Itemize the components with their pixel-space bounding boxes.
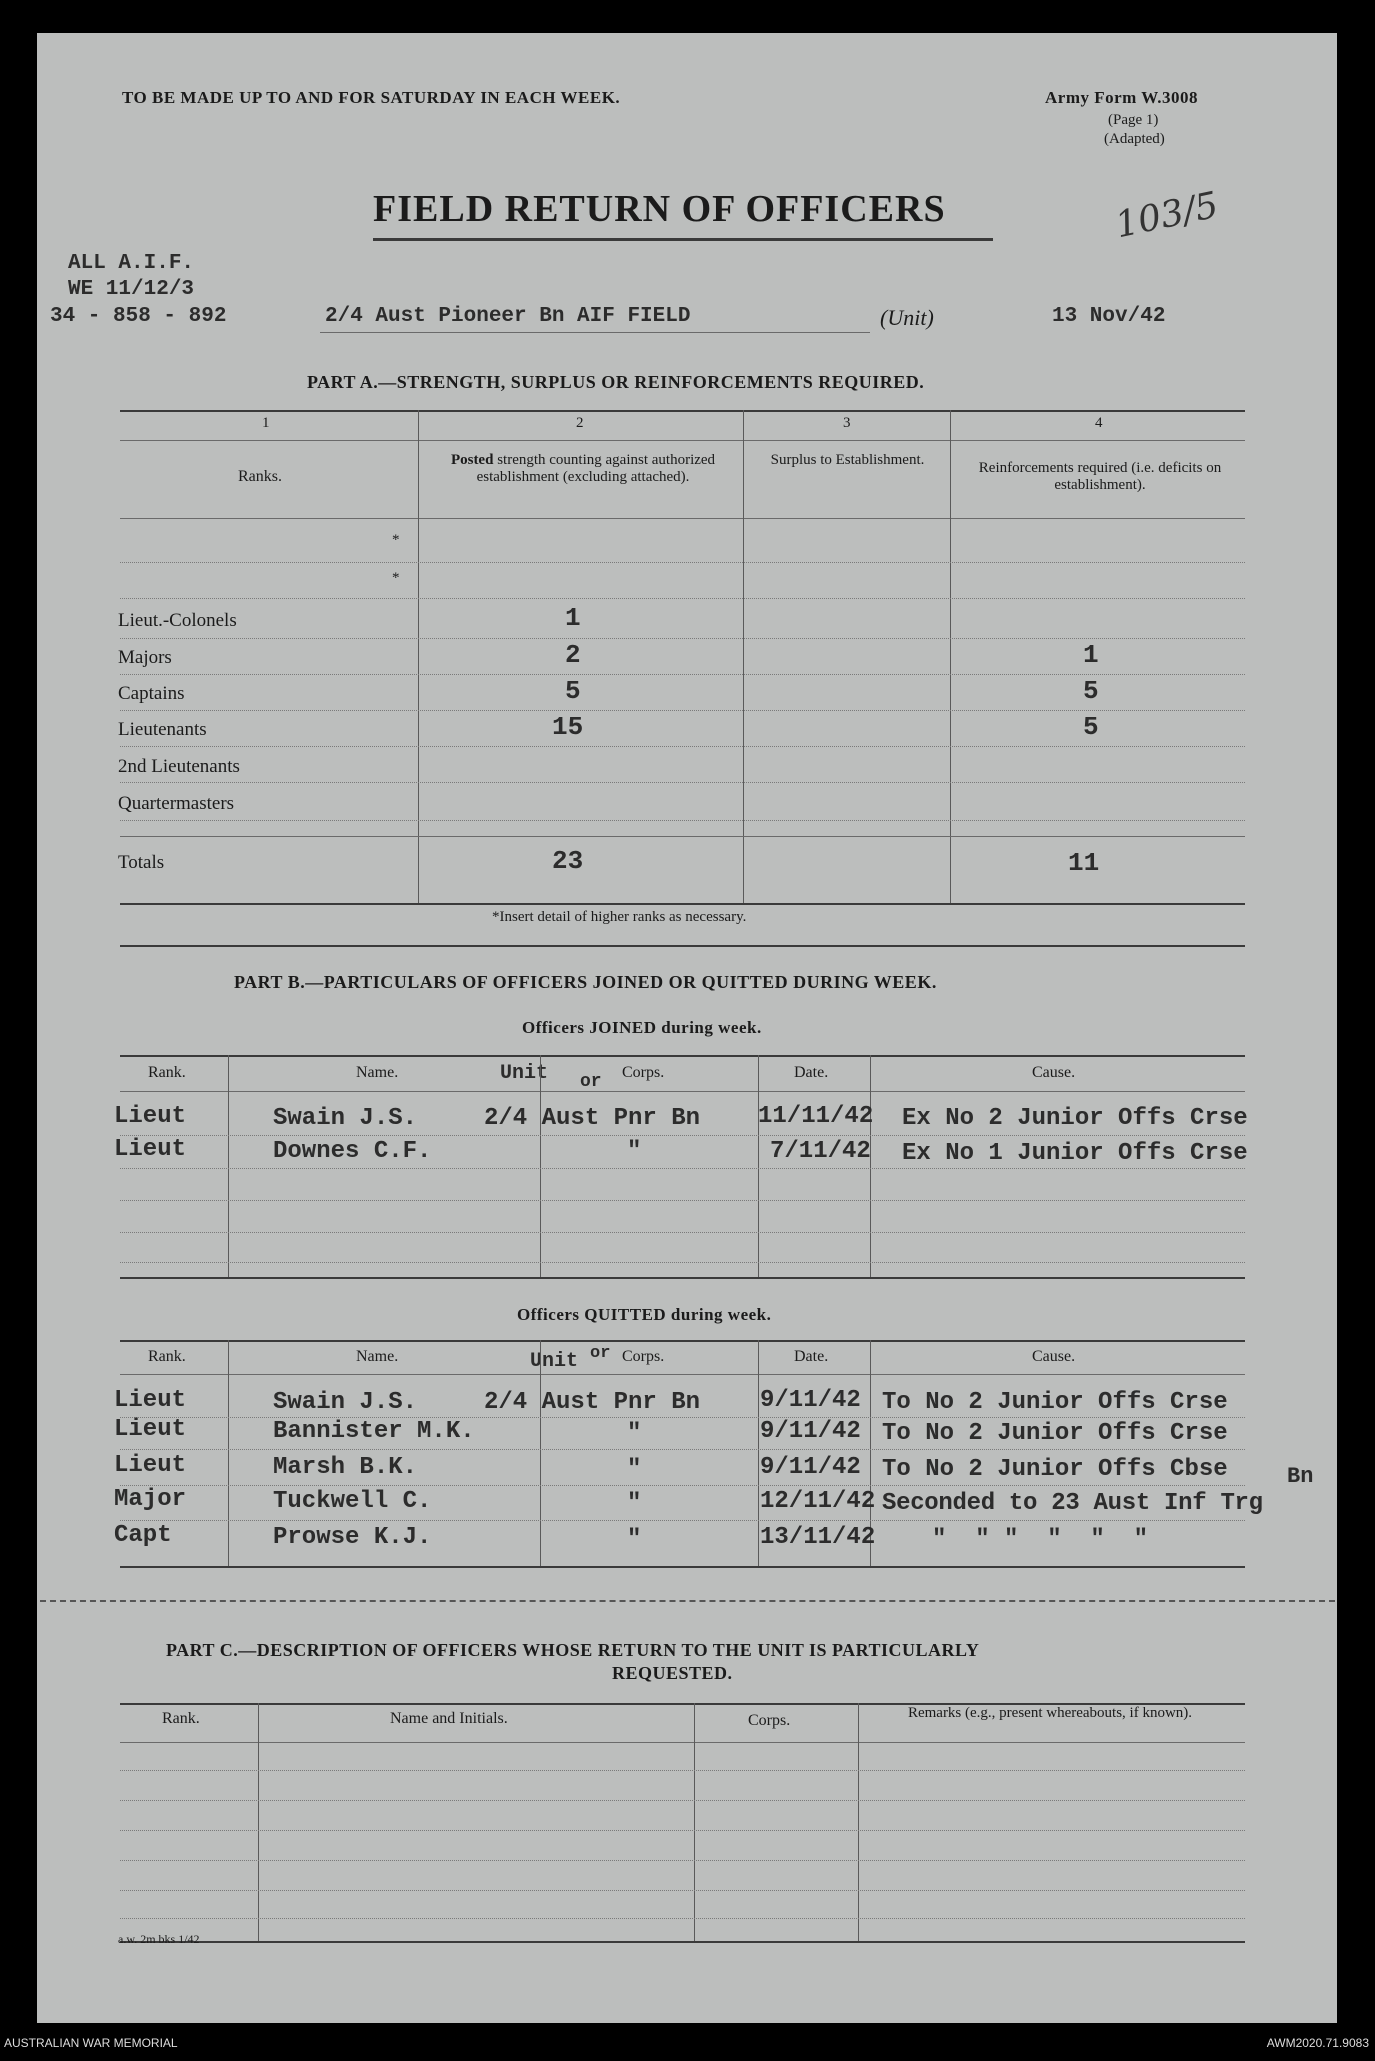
part-a-divider-3 — [950, 410, 951, 905]
quitted-divider-2 — [540, 1340, 541, 1566]
joined-rank: Lieut — [114, 1136, 187, 1163]
quitted-cause: Seconded to 23 Aust Inf Trg — [882, 1490, 1263, 1517]
star-marker-1: * — [392, 532, 400, 548]
joined-divider-3 — [758, 1055, 759, 1277]
star-marker-2: * — [392, 570, 400, 586]
row-rule — [120, 1449, 1245, 1450]
row-rule — [120, 1262, 1245, 1263]
joined-corps: " — [627, 1138, 642, 1165]
ranks-header: Ranks. — [238, 468, 282, 485]
row-rule — [120, 1890, 1245, 1891]
archive-accession: AWM2020.71.9083 — [1266, 2036, 1369, 2050]
joined-header-rule — [120, 1091, 1245, 1092]
joined-name: Downes C.F. — [273, 1138, 432, 1165]
quitted-unit-typed: Unit — [530, 1350, 579, 1373]
print-code: a.w. 2m bks 1/42 — [118, 1932, 200, 1946]
col-number-3: 3 — [843, 415, 851, 431]
posted-header — [428, 452, 738, 486]
joined-cause: Ex No 1 Junior Offs Crse — [902, 1140, 1248, 1167]
joined-date-header: Date. — [794, 1064, 829, 1081]
posted-value: 5 — [565, 676, 581, 706]
joined-corps-header: Corps. — [622, 1064, 665, 1081]
quitted-date: 9/11/42 — [760, 1387, 861, 1414]
form-name: Army Form W.3008 — [1045, 88, 1198, 107]
row-rule — [120, 1800, 1245, 1801]
joined-unit-typed: Unit — [500, 1062, 549, 1085]
row-rule — [120, 638, 1245, 639]
joined-name: Swain J.S. — [273, 1105, 418, 1132]
quitted-date: 13/11/42 — [760, 1524, 876, 1551]
distribution-line-2: WE 11/12/3 — [68, 278, 195, 301]
joined-corps: 2/4 Aust Pnr Bn — [484, 1105, 701, 1132]
quitted-cause: " " " " " " — [932, 1526, 1149, 1553]
quitted-date: 12/11/42 — [760, 1488, 876, 1515]
unit-name: 2/4 Aust Pioneer Bn AIF FIELD — [325, 305, 691, 328]
part-c-corps-header: Corps. — [748, 1712, 791, 1729]
form-page: (Page 1) — [1108, 112, 1159, 128]
quitted-rank: Lieut — [114, 1452, 187, 1479]
return-date: 13 Nov/42 — [1052, 305, 1166, 328]
quitted-name: Prowse K.J. — [273, 1524, 432, 1551]
rank-label: Lieut.-Colonels — [118, 610, 237, 631]
quitted-divider-1 — [228, 1340, 229, 1566]
distribution-line-1: ALL A.I.F. — [68, 252, 195, 275]
quitted-cause: To No 2 Junior Offs Cbse — [882, 1456, 1228, 1483]
totals-label: Totals — [118, 852, 165, 873]
posted-bold: Posted — [450, 452, 494, 468]
reinforcement-value: 1 — [1083, 640, 1099, 670]
instruction-text: TO BE MADE UP TO AND FOR SATURDAY IN EACH WEEK. — [122, 88, 621, 107]
row-rule — [120, 1860, 1245, 1861]
row-rule — [120, 1520, 1245, 1521]
quitted-cause: To No 2 Junior Offs Crse — [882, 1420, 1228, 1447]
joined-rank: Lieut — [114, 1103, 187, 1130]
quitted-name: Marsh B.K. — [273, 1454, 418, 1481]
joined-divider-1 — [228, 1055, 229, 1277]
quitted-date: 9/11/42 — [760, 1454, 861, 1481]
posted-value: 2 — [565, 640, 581, 670]
part-a-bottom-rule — [120, 903, 1245, 905]
quitted-date: 9/11/42 — [760, 1418, 861, 1445]
joined-divider-4 — [870, 1055, 871, 1277]
quitted-name: Swain J.S. — [273, 1389, 418, 1416]
quitted-rank-header: Rank. — [148, 1348, 186, 1365]
col-number-2: 2 — [576, 415, 584, 431]
joined-rank-header: Rank. — [148, 1064, 186, 1081]
part-c-name-header: Name and Initials. — [390, 1710, 508, 1727]
row-rule — [120, 1830, 1245, 1831]
quitted-corps: " — [627, 1456, 642, 1483]
quitted-corps-header: Corps. — [622, 1348, 665, 1365]
quitted-top-rule — [120, 1340, 1245, 1342]
quitted-corps: 2/4 Aust Pnr Bn — [484, 1389, 701, 1416]
posted-value: 15 — [552, 712, 584, 742]
totals-reinforcements: 11 — [1068, 848, 1100, 878]
surplus-header: Surplus to Establishment. — [770, 452, 925, 468]
row-rule — [120, 782, 1245, 783]
quitted-rank: Lieut — [114, 1416, 187, 1443]
title-underline — [373, 238, 993, 241]
row-rule — [120, 1485, 1245, 1486]
handwritten-reference: 103/5 — [1111, 184, 1222, 247]
rank-label: Majors — [118, 647, 172, 668]
row-rule — [120, 1918, 1245, 1919]
rank-label: Quartermasters — [118, 793, 235, 814]
archive-credit: AUSTRALIAN WAR MEMORIAL — [4, 2036, 178, 2050]
quitted-rank: Lieut — [114, 1387, 187, 1414]
part-a-divider-1 — [418, 410, 419, 905]
part-a-end-rule — [120, 945, 1245, 947]
quitted-header-rule — [120, 1374, 1245, 1375]
row-rule — [120, 1200, 1245, 1201]
quitted-corps: " — [627, 1526, 642, 1553]
quitted-corps: " — [627, 1420, 642, 1447]
row-rule — [120, 598, 1245, 599]
part-c-divider-2 — [694, 1703, 695, 1941]
unit-underline — [320, 332, 870, 333]
quitted-divider-3 — [758, 1340, 759, 1566]
quitted-date-header: Date. — [794, 1348, 829, 1365]
perforation-line — [40, 1600, 1335, 1602]
row-rule — [120, 1770, 1245, 1771]
reinforcement-value: 5 — [1083, 676, 1099, 706]
part-c-bottom-rule — [120, 1941, 1245, 1943]
joined-date: 11/11/42 — [758, 1103, 874, 1130]
row-rule — [120, 1168, 1245, 1169]
joined-title: Officers JOINED during week. — [522, 1018, 762, 1037]
row-rule — [120, 562, 1245, 563]
quitted-or-typed: or — [590, 1344, 611, 1363]
posted-value: 1 — [565, 603, 581, 633]
quitted-name-header: Name. — [356, 1348, 399, 1365]
joined-cause-header: Cause. — [1032, 1064, 1076, 1081]
part-c-remarks-header: Remarks (e.g., present whereabouts, if known). — [907, 1705, 1193, 1721]
row-rule — [120, 1232, 1245, 1233]
row-rule — [120, 820, 1245, 821]
joined-date: 7/11/42 — [770, 1138, 871, 1165]
totals-top-rule — [120, 836, 1245, 837]
joined-cause: Ex No 2 Junior Offs Crse — [902, 1105, 1248, 1132]
quitted-rank: Major — [114, 1486, 187, 1513]
quitted-cause: To No 2 Junior Offs Crse — [882, 1389, 1228, 1416]
part-b-title: PART B.—PARTICULARS OF OFFICERS JOINED OR QUITTED DURING WEEK. — [234, 972, 937, 992]
totals-posted: 23 — [552, 846, 584, 876]
quitted-rank: Capt — [114, 1522, 172, 1549]
part-a-divider-2 — [743, 410, 744, 905]
distribution-line-3: 34 - 858 - 892 — [50, 305, 227, 328]
part-a-footnote: *Insert detail of higher ranks as necessary. — [492, 909, 747, 925]
row-rule — [120, 746, 1245, 747]
joined-top-rule — [120, 1055, 1245, 1057]
part-c-title-cont: REQUESTED. — [612, 1663, 733, 1683]
header-bottom-rule — [120, 518, 1245, 519]
quitted-name: Tuckwell C. — [273, 1488, 432, 1515]
posted-header-rest: strength counting against authorized establishment (excluding attached). — [476, 452, 716, 485]
row-rule — [120, 674, 1245, 675]
joined-bottom-rule — [120, 1277, 1245, 1279]
part-c-divider-3 — [858, 1703, 859, 1941]
joined-or-typed: or — [580, 1072, 602, 1092]
row-rule — [120, 710, 1245, 711]
part-a-top-rule — [120, 410, 1245, 412]
page-title: FIELD RETURN OF OFFICERS — [373, 188, 946, 230]
rank-label: Captains — [118, 683, 185, 704]
unit-label: (Unit) — [880, 305, 934, 330]
col-number-rule — [120, 440, 1245, 441]
col-number-4: 4 — [1095, 415, 1103, 431]
quitted-corps: " — [627, 1490, 642, 1517]
rank-label: 2nd Lieutenants — [118, 756, 240, 777]
quitted-bottom-rule — [120, 1566, 1245, 1568]
joined-name-header: Name. — [356, 1064, 399, 1081]
form-adapted: (Adapted) — [1104, 131, 1165, 147]
joined-divider-2 — [540, 1055, 541, 1277]
col-number-1: 1 — [262, 415, 270, 431]
part-c-divider-1 — [258, 1703, 259, 1941]
part-a-title: PART A.—STRENGTH, SURPLUS OR REINFORCEMENTS REQUIRED. — [307, 372, 925, 392]
reinforcements-header: Reinforcements required (i.e. deficits on establishment). — [978, 460, 1222, 493]
part-c-title: PART C.—DESCRIPTION OF OFFICERS WHOSE RETURN TO THE UNIT IS PARTICULARLY — [166, 1640, 980, 1660]
part-c-header-rule — [120, 1742, 1245, 1743]
part-c-rank-header: Rank. — [162, 1710, 200, 1727]
rank-label: Lieutenants — [118, 719, 207, 740]
quitted-cause-header: Cause. — [1032, 1348, 1076, 1365]
quitted-cause-overflow: Bn — [1287, 1464, 1314, 1489]
row-rule — [120, 1135, 1245, 1136]
reinforcement-value: 5 — [1083, 712, 1099, 742]
quitted-name: Bannister M.K. — [273, 1418, 475, 1445]
quitted-title: Officers QUITTED during week. — [517, 1305, 772, 1324]
